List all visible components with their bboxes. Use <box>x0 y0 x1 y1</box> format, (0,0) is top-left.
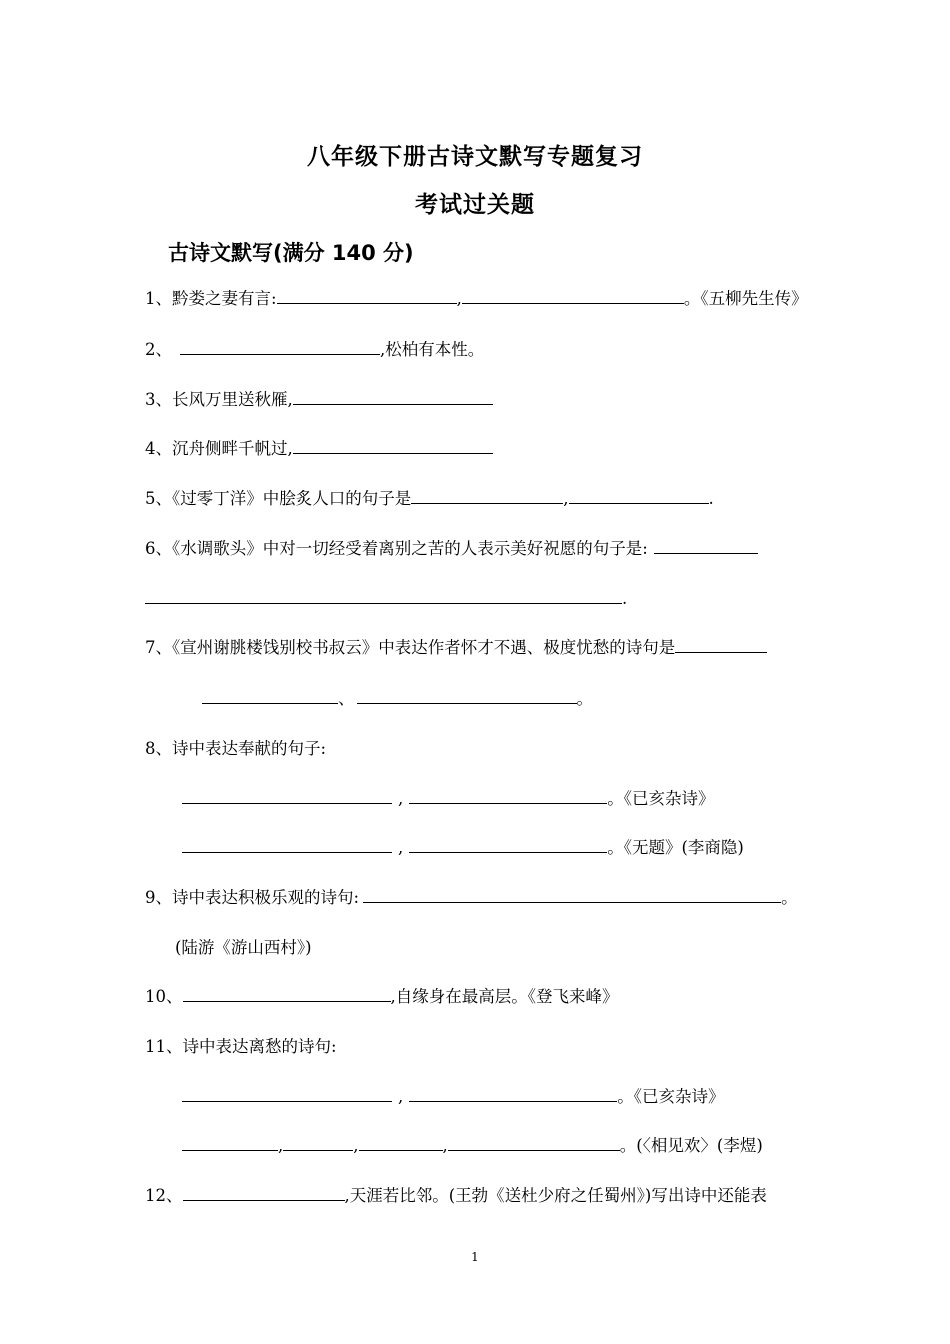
question-8 <box>145 738 326 760</box>
question-7-end: 。 <box>576 689 593 708</box>
question-4 <box>145 438 493 460</box>
answer-blank[interactable] <box>409 1086 617 1102</box>
question-6 <box>145 538 758 560</box>
question-4-prompt: 4、沉舟侧畔千帆过, <box>145 439 293 458</box>
question-10-text: ,自缘身在最高层。《登飞来峰》 <box>390 987 619 1006</box>
answer-blank[interactable] <box>182 1086 392 1102</box>
separator: , <box>456 289 462 308</box>
separator: 、 <box>338 689 355 708</box>
answer-blank[interactable] <box>182 788 392 804</box>
question-12 <box>145 1185 767 1207</box>
question-1-prompt: 1、黔娄之妻有言: <box>145 289 277 308</box>
separator: , <box>563 489 569 508</box>
answer-blank[interactable] <box>145 588 622 604</box>
page-number: 1 <box>471 1250 479 1264</box>
question-8-source-a: 。《已亥杂诗》 <box>607 789 715 808</box>
section-heading: 古诗文默写(满分 140 分) <box>168 241 414 265</box>
question-11-prompt: 11、诗中表达离愁的诗句: <box>145 1037 337 1056</box>
question-11 <box>145 1036 337 1058</box>
question-12-text: ,天涯若比邻。(王勃《送杜少府之任蜀州》)写出诗中还能表 <box>344 1186 767 1205</box>
document-title: 八年级下册古诗文默写专题复习 <box>307 144 643 170</box>
question-11-source-a: 。《已亥杂诗》 <box>617 1087 725 1106</box>
question-9-prompt: 9、诗中表达积极乐观的诗句: <box>145 888 360 907</box>
question-8-source-b: 。《无题》(李商隐) <box>607 838 744 857</box>
question-7-continuation <box>202 688 593 710</box>
question-5-end: . <box>708 489 714 508</box>
question-2 <box>145 339 484 361</box>
question-6-continuation <box>145 588 627 610</box>
question-2-number: 2、 <box>145 340 172 359</box>
answer-blank[interactable] <box>411 488 563 504</box>
answer-blank[interactable] <box>462 288 684 304</box>
answer-blank[interactable] <box>357 688 577 704</box>
question-7 <box>145 637 767 659</box>
question-11-source-b: 。(〈相见欢〉(李煜) <box>619 1136 763 1155</box>
question-9-end: 。 <box>781 888 798 907</box>
answer-blank[interactable] <box>202 688 338 704</box>
answer-blank[interactable] <box>654 538 758 554</box>
answer-blank[interactable] <box>409 788 607 804</box>
answer-blank[interactable] <box>283 1135 353 1151</box>
question-1 <box>145 288 808 310</box>
document-subtitle: 考试过关题 <box>415 192 535 218</box>
question-3-prompt: 3、长风万里送秋雁, <box>145 390 293 409</box>
question-12-number: 12、 <box>145 1186 183 1205</box>
separator: , <box>353 1136 359 1155</box>
answer-blank[interactable] <box>409 837 607 853</box>
question-8-line-b <box>182 837 744 859</box>
answer-blank[interactable] <box>293 438 493 454</box>
answer-blank[interactable] <box>675 637 767 653</box>
question-6-prompt: 6、《水调歌头》中对一切经受着离别之苦的人表示美好祝愿的句子是: <box>145 539 648 558</box>
answer-blank[interactable] <box>359 1135 443 1151</box>
answer-blank[interactable] <box>448 1135 620 1151</box>
answer-blank[interactable] <box>569 488 709 504</box>
answer-blank[interactable] <box>293 389 493 405</box>
question-5 <box>145 488 714 510</box>
answer-blank[interactable] <box>183 1185 345 1201</box>
answer-blank[interactable] <box>183 986 391 1002</box>
question-9 <box>145 887 798 909</box>
question-6-end: . <box>622 589 628 608</box>
question-1-source: 。《五柳先生传》 <box>683 289 808 308</box>
question-8-line-a <box>182 788 715 810</box>
separator: , <box>398 1087 404 1106</box>
answer-blank[interactable] <box>182 837 392 853</box>
question-3 <box>145 389 493 411</box>
question-7-prompt: 7、《宣州谢朓楼饯别校书叔云》中表达作者怀才不遇、极度忧愁的诗句是 <box>145 638 676 657</box>
answer-blank[interactable] <box>180 339 380 355</box>
answer-blank[interactable] <box>277 288 457 304</box>
question-10-number: 10、 <box>145 987 183 1006</box>
separator: , <box>442 1136 448 1155</box>
answer-blank[interactable] <box>182 1135 278 1151</box>
separator: , <box>398 838 404 857</box>
question-2-text: ,松柏有本性。 <box>380 340 485 359</box>
separator: , <box>398 789 404 808</box>
question-9-source: (陆游《游山西村》) <box>175 938 312 957</box>
separator: , <box>278 1136 284 1155</box>
question-11-line-a <box>182 1086 725 1108</box>
question-8-prompt: 8、诗中表达奉献的句子: <box>145 739 327 758</box>
question-10 <box>145 986 619 1008</box>
answer-blank[interactable] <box>363 887 781 903</box>
question-5-prompt: 5、《过零丁洋》中脍炙人口的句子是 <box>145 489 412 508</box>
question-11-line-b <box>182 1135 763 1157</box>
